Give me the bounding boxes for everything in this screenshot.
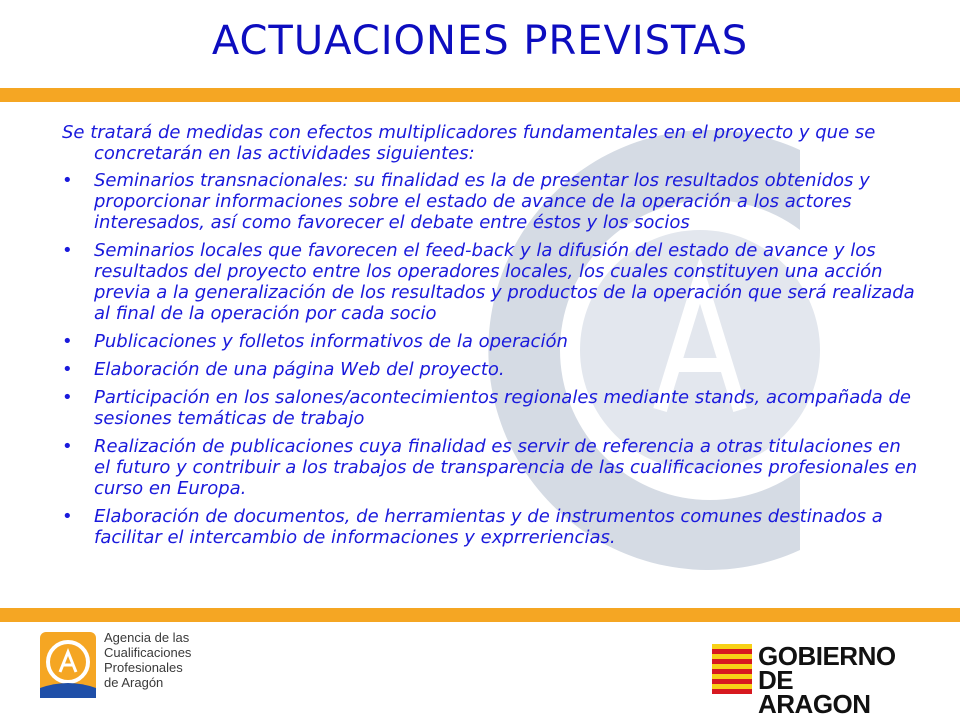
list-item: • Seminarios locales que favorecen el feed-back y la difusión del estado de avance y los resultados del proyecto entre los operadores locales, los cuales constituyen una acción previa a la generalización de los resultados y productos de la operación que será realizada al final de la operación por cada socio	[62, 240, 915, 324]
slide-content	[62, 122, 922, 555]
bullet-icon: •	[62, 359, 73, 380]
top-accent-bar	[0, 88, 960, 102]
slide-title: ACTUACIONES PREVISTAS	[211, 18, 749, 64]
gobierno-name: GOBIERNO DE ARAGON	[758, 641, 896, 719]
agency-name: Agencia de las Cualificaciones Profesionales de Aragón	[104, 630, 192, 690]
bullet-icon: •	[62, 387, 73, 408]
bullet-icon: •	[62, 506, 73, 527]
bullet-icon: •	[62, 436, 73, 457]
list-item: • Participación en los salones/acontecimientos regionales mediante stands, acompañada de sesiones temáticas de trabajo	[62, 387, 911, 429]
bullet-icon: •	[62, 331, 73, 352]
agency-emblem-icon	[40, 632, 96, 698]
list-item: • Publicaciones y folletos informativos de la operación	[62, 331, 568, 352]
actions-list	[62, 170, 922, 548]
bullet-icon: •	[62, 170, 73, 191]
list-item: • Seminarios transnacionales: su finalidad es la de presentar los resultados obtenidos y proporcionar informaciones sobre el estado de avance de la operación a los actores interesados, así como favorecer el debate entre éstos y los socios	[62, 170, 870, 233]
intro-paragraph: Se tratará de medidas con efectos multiplicadores fundamentales en el proyecto y que se concretarán en las actividades siguientes:	[62, 122, 876, 164]
agency-logo	[40, 630, 192, 702]
list-item: • Elaboración de documentos, de herramientas y de instrumentos comunes destinados a facilitar el intercambio de informaciones y exprreriencias.	[62, 506, 883, 548]
list-item: • Realización de publicaciones cuya finalidad es servir de referencia a otras titulaciones en el futuro y contribuir a los trabajos de transparencia de las cualificaciones profesionales en curso en Europa.	[62, 436, 918, 499]
aragon-flag-icon	[712, 644, 752, 694]
bottom-accent-bar	[0, 608, 960, 622]
bullet-icon: •	[62, 240, 73, 261]
gobierno-aragon-logo	[712, 641, 896, 719]
list-item: • Elaboración de una página Web del proyecto.	[62, 359, 505, 380]
